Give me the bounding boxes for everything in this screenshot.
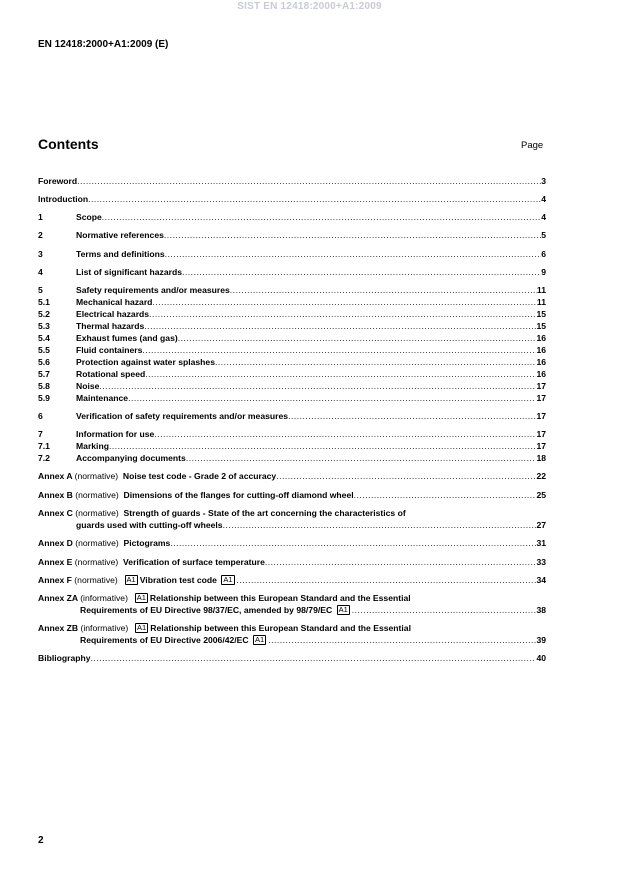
toc-title: Mechanical hazard (76, 297, 153, 307)
toc-page: 11 (536, 285, 546, 295)
toc-entry-annex-f[interactable] (38, 574, 546, 586)
toc-page: 38 (536, 605, 546, 615)
toc-number: 5.6 (38, 357, 50, 367)
toc-entry-annex-a[interactable] (38, 470, 546, 482)
contents-title: Contents (38, 136, 99, 152)
toc-title: Introduction (38, 194, 89, 204)
toc-entry-7-1[interactable] (38, 440, 546, 452)
toc-entry-1[interactable] (38, 211, 546, 223)
toc-entry-annex-e[interactable] (38, 556, 546, 568)
watermark: SIST EN 12418:2000+A1:2009 (237, 1, 382, 12)
annex-label: Annex ZA (38, 593, 78, 603)
toc-page: 22 (536, 471, 546, 481)
toc-page: 3 (541, 176, 546, 186)
toc-entry-5-4[interactable] (38, 332, 546, 344)
toc-entry-annex-zb-line1[interactable] (38, 622, 546, 634)
annex-label: Annex B (38, 490, 73, 500)
toc-entry-5-8[interactable] (38, 380, 546, 392)
annex-type: (normative) (75, 538, 119, 548)
toc-entry-5-7[interactable] (38, 368, 546, 380)
toc-number: 5.2 (38, 309, 50, 319)
annex-label: Annex D (38, 538, 73, 548)
toc-title: Relationship between this European Standard and the Essential (149, 593, 411, 603)
toc-entry-5[interactable] (38, 284, 546, 296)
annex-type: (informative) (80, 593, 128, 603)
toc-title: Dimensions of the flanges for cutting-off diamond wheel (123, 490, 354, 500)
toc-title: Scope (76, 212, 102, 222)
toc-title: Accompanying documents (76, 453, 186, 463)
toc-entry-2[interactable] (38, 229, 546, 241)
toc-entry-5-2[interactable] (38, 308, 546, 320)
annex-label: Annex ZB (38, 623, 79, 633)
toc-title: Marking (76, 441, 109, 451)
toc-page: 39 (536, 635, 546, 645)
annex-type: (normative) (75, 508, 119, 518)
annex-type: (normative) (74, 471, 119, 481)
toc-page: 17 (536, 411, 546, 421)
toc-title: Foreword (38, 176, 78, 186)
toc-entry-annex-za-line2[interactable] (38, 604, 546, 616)
toc-page: 4 (541, 194, 546, 204)
toc-number: 7.1 (38, 441, 50, 451)
toc-title: Electrical hazards (76, 309, 150, 319)
toc-page: 40 (536, 653, 546, 663)
toc-number: 5.3 (38, 321, 50, 331)
amendment-end-mark: A1 (338, 605, 348, 614)
toc-title: Rotational speed (76, 369, 146, 379)
toc-entry-5-5[interactable] (38, 344, 546, 356)
toc-entry-foreword[interactable] (38, 175, 546, 187)
toc-page: 27 (536, 520, 546, 530)
toc-title: Normative references (76, 230, 164, 240)
toc-page: 33 (536, 557, 546, 567)
toc-page: 16 (536, 357, 546, 367)
toc-title: Strength of guards - State of the art concerning the characteristics of (123, 508, 406, 518)
toc-entry-annex-za-line1[interactable] (38, 592, 546, 604)
toc-entry-5-6[interactable] (38, 356, 546, 368)
toc-page: 5 (541, 230, 546, 240)
annex-type: (normative) (74, 557, 119, 567)
toc-entry-5-9[interactable] (38, 392, 546, 404)
toc-number: 6 (38, 411, 43, 421)
toc-title: Relationship between this European Standard and the Essential (150, 623, 411, 633)
toc-page: 31 (536, 538, 546, 548)
annex-type: (normative) (75, 490, 119, 500)
toc-entry-introduction[interactable] (38, 193, 546, 205)
toc-entry-annex-d[interactable] (38, 537, 546, 549)
toc-number: 5 (38, 285, 43, 295)
toc-title: Protection against water splashes (76, 357, 215, 367)
toc-title: Exhaust fumes (and gas) (76, 333, 178, 343)
toc-page: 17 (536, 381, 546, 391)
toc-page: 11 (536, 297, 546, 307)
toc-title: Vibration test code (139, 575, 217, 585)
toc-title: Verification of safety requirements and/or measures (76, 411, 289, 421)
toc-entry-annex-c-line1[interactable] (38, 507, 546, 519)
toc-number: 5.7 (38, 369, 50, 379)
toc-page: 18 (536, 453, 546, 463)
toc-title-continued: Requirements of EU Directive 2006/42/EC (80, 635, 249, 645)
toc-number: 7.2 (38, 453, 50, 463)
toc-number: 1 (38, 212, 43, 222)
toc-page: 15 (536, 321, 546, 331)
toc-entry-7[interactable] (38, 428, 546, 440)
page-number: 2 (38, 835, 44, 846)
toc-title: Fluid containers (76, 345, 143, 355)
annex-type: (normative) (74, 575, 118, 585)
toc-entry-4[interactable] (38, 266, 546, 278)
toc-page: 16 (536, 369, 546, 379)
toc-title-continued: guards used with cutting-off wheels (76, 520, 223, 530)
toc-page: 9 (541, 267, 546, 277)
toc-number: 5.5 (38, 345, 50, 355)
toc-page: 4 (541, 212, 546, 222)
toc-title: Maintenance (76, 393, 129, 403)
toc-entry-6[interactable] (38, 410, 546, 422)
toc-title: Noise (76, 381, 100, 391)
document-id: EN 12418:2000+A1:2009 (E) (38, 39, 169, 50)
toc-title: Pictograms (123, 538, 171, 548)
toc-number: 5.9 (38, 393, 50, 403)
toc-title: Terms and definitions (76, 249, 165, 259)
toc-number: 5.8 (38, 381, 50, 391)
toc-entry-5-1[interactable] (38, 296, 546, 308)
toc-entry-annex-zb-line2[interactable] (38, 634, 546, 646)
toc-page: 15 (536, 309, 546, 319)
amendment-end-mark: A1 (223, 575, 233, 584)
toc-number: 3 (38, 249, 43, 259)
annex-type: (informative) (80, 623, 129, 633)
toc-entry-bibliography[interactable] (38, 652, 546, 664)
annex-label: Annex C (38, 508, 73, 518)
toc-number: 7 (38, 429, 43, 439)
amendment-start-mark: A1 (137, 623, 147, 632)
amendment-start-mark: A1 (136, 593, 146, 602)
annex-label: Annex A (38, 471, 73, 481)
toc-page: 25 (536, 490, 546, 500)
toc-title: Thermal hazards (76, 321, 145, 331)
toc-title-continued: Requirements of EU Directive 98/37/EC, amended by 98/79/EC (80, 605, 333, 615)
toc-title: Verification of surface temperature (123, 557, 265, 567)
amendment-end-mark: A1 (255, 635, 265, 644)
toc-title: Noise test code - Grade 2 of accuracy (122, 471, 277, 481)
toc-title: Bibliography (38, 653, 91, 663)
toc-page: 6 (541, 249, 546, 259)
toc-entry-7-2[interactable] (38, 452, 546, 464)
toc-entry-annex-c-line2[interactable] (38, 519, 546, 531)
toc-entry-5-3[interactable] (38, 320, 546, 332)
toc-page: 16 (536, 333, 546, 343)
toc-page: 17 (536, 441, 546, 451)
amendment-start-mark: A1 (126, 575, 136, 584)
toc-title: Information for use (76, 429, 155, 439)
page-column-label: Page (521, 140, 544, 151)
toc-entry-annex-b[interactable] (38, 489, 546, 501)
toc-number: 5.1 (38, 297, 50, 307)
toc-page: 16 (536, 345, 546, 355)
toc-page: 17 (536, 429, 546, 439)
toc-page: 17 (536, 393, 546, 403)
toc-number: 4 (38, 267, 43, 277)
toc-title: List of significant hazards (76, 267, 183, 277)
toc-entry-3[interactable] (38, 248, 546, 260)
annex-label: Annex E (38, 557, 73, 567)
toc-number: 2 (38, 230, 43, 240)
toc-page: 34 (536, 575, 546, 585)
toc-title: Safety requirements and/or measures (76, 285, 230, 295)
toc-number: 5.4 (38, 333, 50, 343)
annex-label: Annex F (38, 575, 72, 585)
